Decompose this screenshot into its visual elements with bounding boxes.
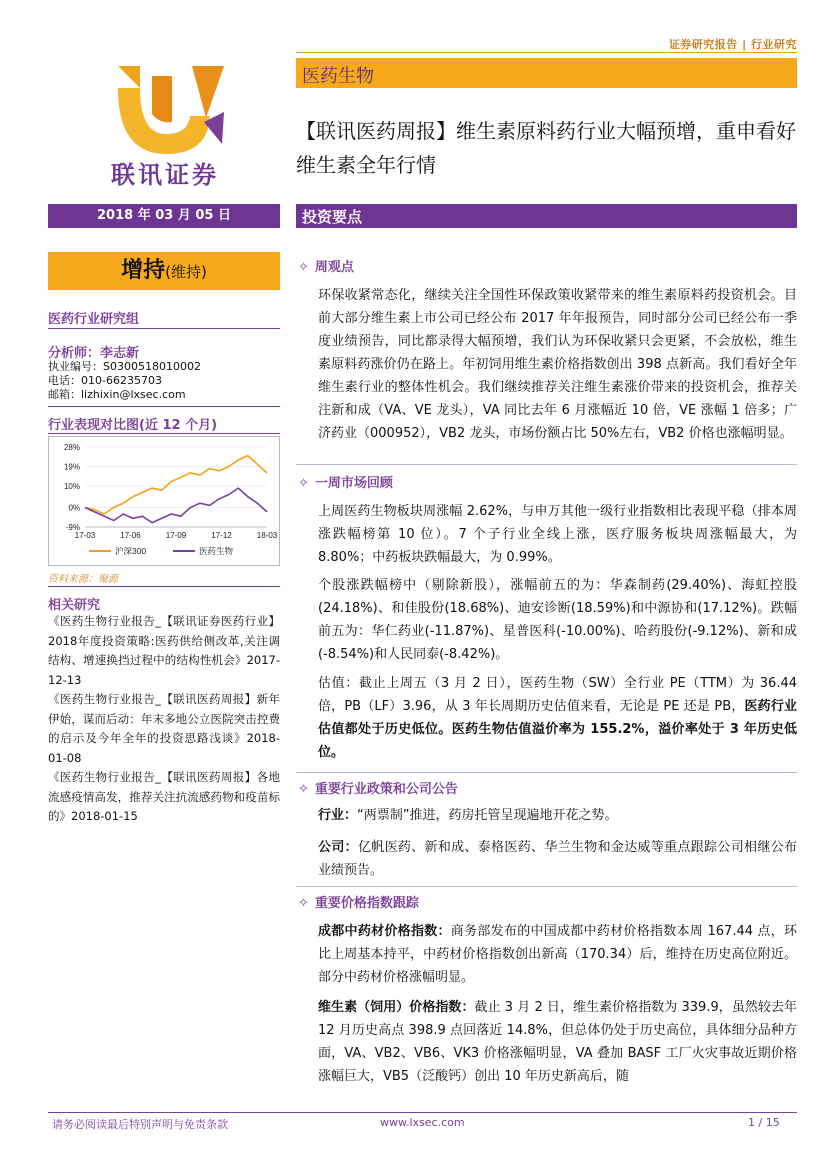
x-tick-label: 17-06	[120, 531, 141, 540]
diamond-icon: ✧	[298, 476, 309, 491]
heading-price-index: ✧ 重要价格指数跟踪	[298, 896, 419, 911]
y-tick-label: 28%	[63, 443, 80, 452]
footer-rule	[48, 1112, 797, 1113]
y-tick-label: 10%	[63, 481, 80, 491]
stock-movers-paragraph: 个股涨跌幅榜中（剔除新股），涨幅前五的为：华森制药(29.40%)、海虹控股(24.18%)、和佳股份(18.68%)、迪安诊断(18.59%)和中源协和(17.12%)。跌幅前五为：华仁药业(-11.87%)、星普医科(-10.00%)、哈药股份(-9.12%)、新和成(-8.54%)和人民同泰(-8.42%)。	[318, 578, 797, 662]
divider	[48, 586, 280, 587]
website-link[interactable]: www.lxsec.com	[380, 1116, 465, 1129]
tcm-price-index: 成都中药材价格指数：商务部发布的中国成都中药材价格指数本周 167.44 点，环比上周基本持平，中药材价格指数创出新高（170.34）后，维持在历史高位附近。部分中药材价格涨幅明显。	[318, 924, 797, 985]
diamond-icon: ✧	[298, 896, 309, 911]
header-rule	[296, 52, 797, 53]
x-tick-label: 18-03	[256, 531, 278, 540]
legend-label: 沪深300	[115, 546, 147, 556]
section-bar	[296, 204, 797, 228]
valuation-paragraph: 估值：截止上周五（3 月 2 日），医药生物（SW）全行业 PE（TTM）为 36.44 倍，PB（LF）3.96，从 3 年长周期历史估值来看，无论是 PE 还是 PB，医药行业估值都处于历史低位。医药生物估值溢价率为 155.2%，溢价率处于 3 年历史低位。	[318, 676, 797, 760]
series-line	[85, 456, 267, 514]
report-date: 2018 年 03 月 05 日	[48, 204, 280, 228]
rating-sub: (维持)	[165, 263, 207, 281]
x-tick-label: 17-09	[165, 531, 187, 540]
divider	[48, 328, 280, 329]
analyst-name: 分析师：李志新	[48, 346, 140, 361]
heading-weekly-view: ✧ 周观点	[298, 260, 354, 275]
sector-bar	[296, 58, 797, 88]
sector-label: 医药生物	[302, 66, 374, 87]
diamond-icon: ✧	[298, 260, 309, 275]
divider	[48, 433, 280, 434]
chart-title: 行业表现对比图(近 12 个月)	[48, 418, 218, 433]
x-tick-label: 17-12	[211, 531, 232, 540]
x-tick-label: 17-03	[74, 531, 96, 540]
company-news: 公司：亿帆医药、新和成、泰格医药、华兰生物和金达威等重点跟踪公司相继公布业绩预告。	[318, 840, 797, 878]
y-tick-label: 0%	[68, 503, 80, 513]
related-item[interactable]: 《医药生物行业报告_【联讯医药周报】新年伊始，谋而后动：年末多地公立医院突击控费的启示及今年全年的投资思路浅谈》2018-01-08	[48, 692, 280, 765]
disclaimer-link[interactable]: 请务必阅读最后特别声明与免责条款	[52, 1118, 228, 1131]
divider	[296, 886, 797, 887]
diamond-icon: ✧	[298, 782, 309, 797]
vitamin-price-index: 维生素（饲用）价格指数：截止 3 月 2 日，维生素价格指数为 339.9，虽然较去年 12 月历史高点 398.9 点回落近 14.8%，但总体仍处于历史高位，具体细分品种方面，VA、VB2、VB6、VK3 价格涨幅明显，VA 叠加 BASF 工厂火灾事故近期价格涨幅巨大，VB5（泛酸钙）创出 10 年历史新高后，随	[318, 1000, 797, 1084]
rating-box	[48, 252, 280, 290]
research-team: 医药行业研究组	[48, 312, 140, 327]
y-tick-label: 19%	[63, 462, 80, 472]
performance-chart-frame	[48, 436, 280, 566]
legend-label: 医药生物	[199, 546, 234, 556]
divider	[48, 406, 280, 407]
performance-chart	[49, 437, 279, 565]
related-item[interactable]: 《医药生物行业报告_【联讯证券医药行业】2018年度投资策略:医药供给侧改革,关注调结构、增速换挡过程中的结构性机会》2017-12-13	[48, 614, 280, 687]
divider	[296, 772, 797, 773]
page-number: 1 / 15	[748, 1116, 780, 1129]
rating-main: 增持	[121, 258, 166, 283]
weekly-view-paragraph: 环保收紧常态化，继续关注全国性环保政策收紧带来的维生素原料药投资机会。目前大部分维生素上市公司已经公布 2017 年年报预告，同时部分公司已经公布一季度业绩预告，同比都录得大幅预增，我们认为环保收紧只会更紧，不会放松，维生素原料药涨价仍在路上。年初饲用维生素价格指数创出 398 点新高。我们看好全年维生素行业的整体性机会。我们继续推荐关注维生素涨价带来的投资机会，推荐关注新和成（VA、VE 龙头），VA 同比去年 6 月涨幅近 10 倍，VE 涨幅 1 倍多；广济药业（000952），VB2 龙头，市场份额占比 50%左右，VB2 价格也涨幅明显。	[318, 288, 797, 441]
email-link[interactable]: 邮箱：lizhixin@lxsec.com	[48, 388, 186, 401]
report-title: 【联讯医药周报】维生素原料药行业大幅预增，重申看好维生素全年行情	[296, 119, 796, 177]
related-research-title: 相关研究	[48, 598, 101, 613]
market-review-paragraph: 上周医药生物板块周涨幅 2.62%，与申万其他一级行业指数相比表现平稳（排本周涨跌幅榜第 10 位）。7 个子行业全线上涨，医疗服务板块周涨幅最大，为 8.80%；中药板块跌幅最大，为 0.99%。	[318, 504, 797, 565]
phone-number: 电话：010-66235703	[48, 374, 162, 387]
industry-news: 行业：“两票制”推进，药房托管呈现遍地开花之势。	[318, 808, 618, 823]
related-research-list	[48, 612, 280, 827]
heading-policy-news: ✧ 重要行业政策和公司公告	[298, 782, 458, 797]
divider	[296, 464, 797, 465]
y-tick-label: -9%	[65, 523, 80, 532]
report-type-label: 证券研究报告 | 行业研究	[668, 38, 797, 51]
license-number: 执业编号：S0300518010002	[48, 360, 201, 373]
chart-source: 资料来源：聚源	[48, 574, 118, 585]
heading-market-review: ✧ 一周市场回顾	[298, 476, 393, 491]
series-line	[85, 488, 267, 523]
section-title: 投资要点	[302, 208, 363, 226]
logo-text: 联讯证券	[111, 160, 219, 189]
related-item[interactable]: 《医药生物行业报告_【联讯医药周报】各地流感疫情高发，推荐关注抗流感药物和疫苗标的》2018-01-15	[48, 770, 280, 823]
